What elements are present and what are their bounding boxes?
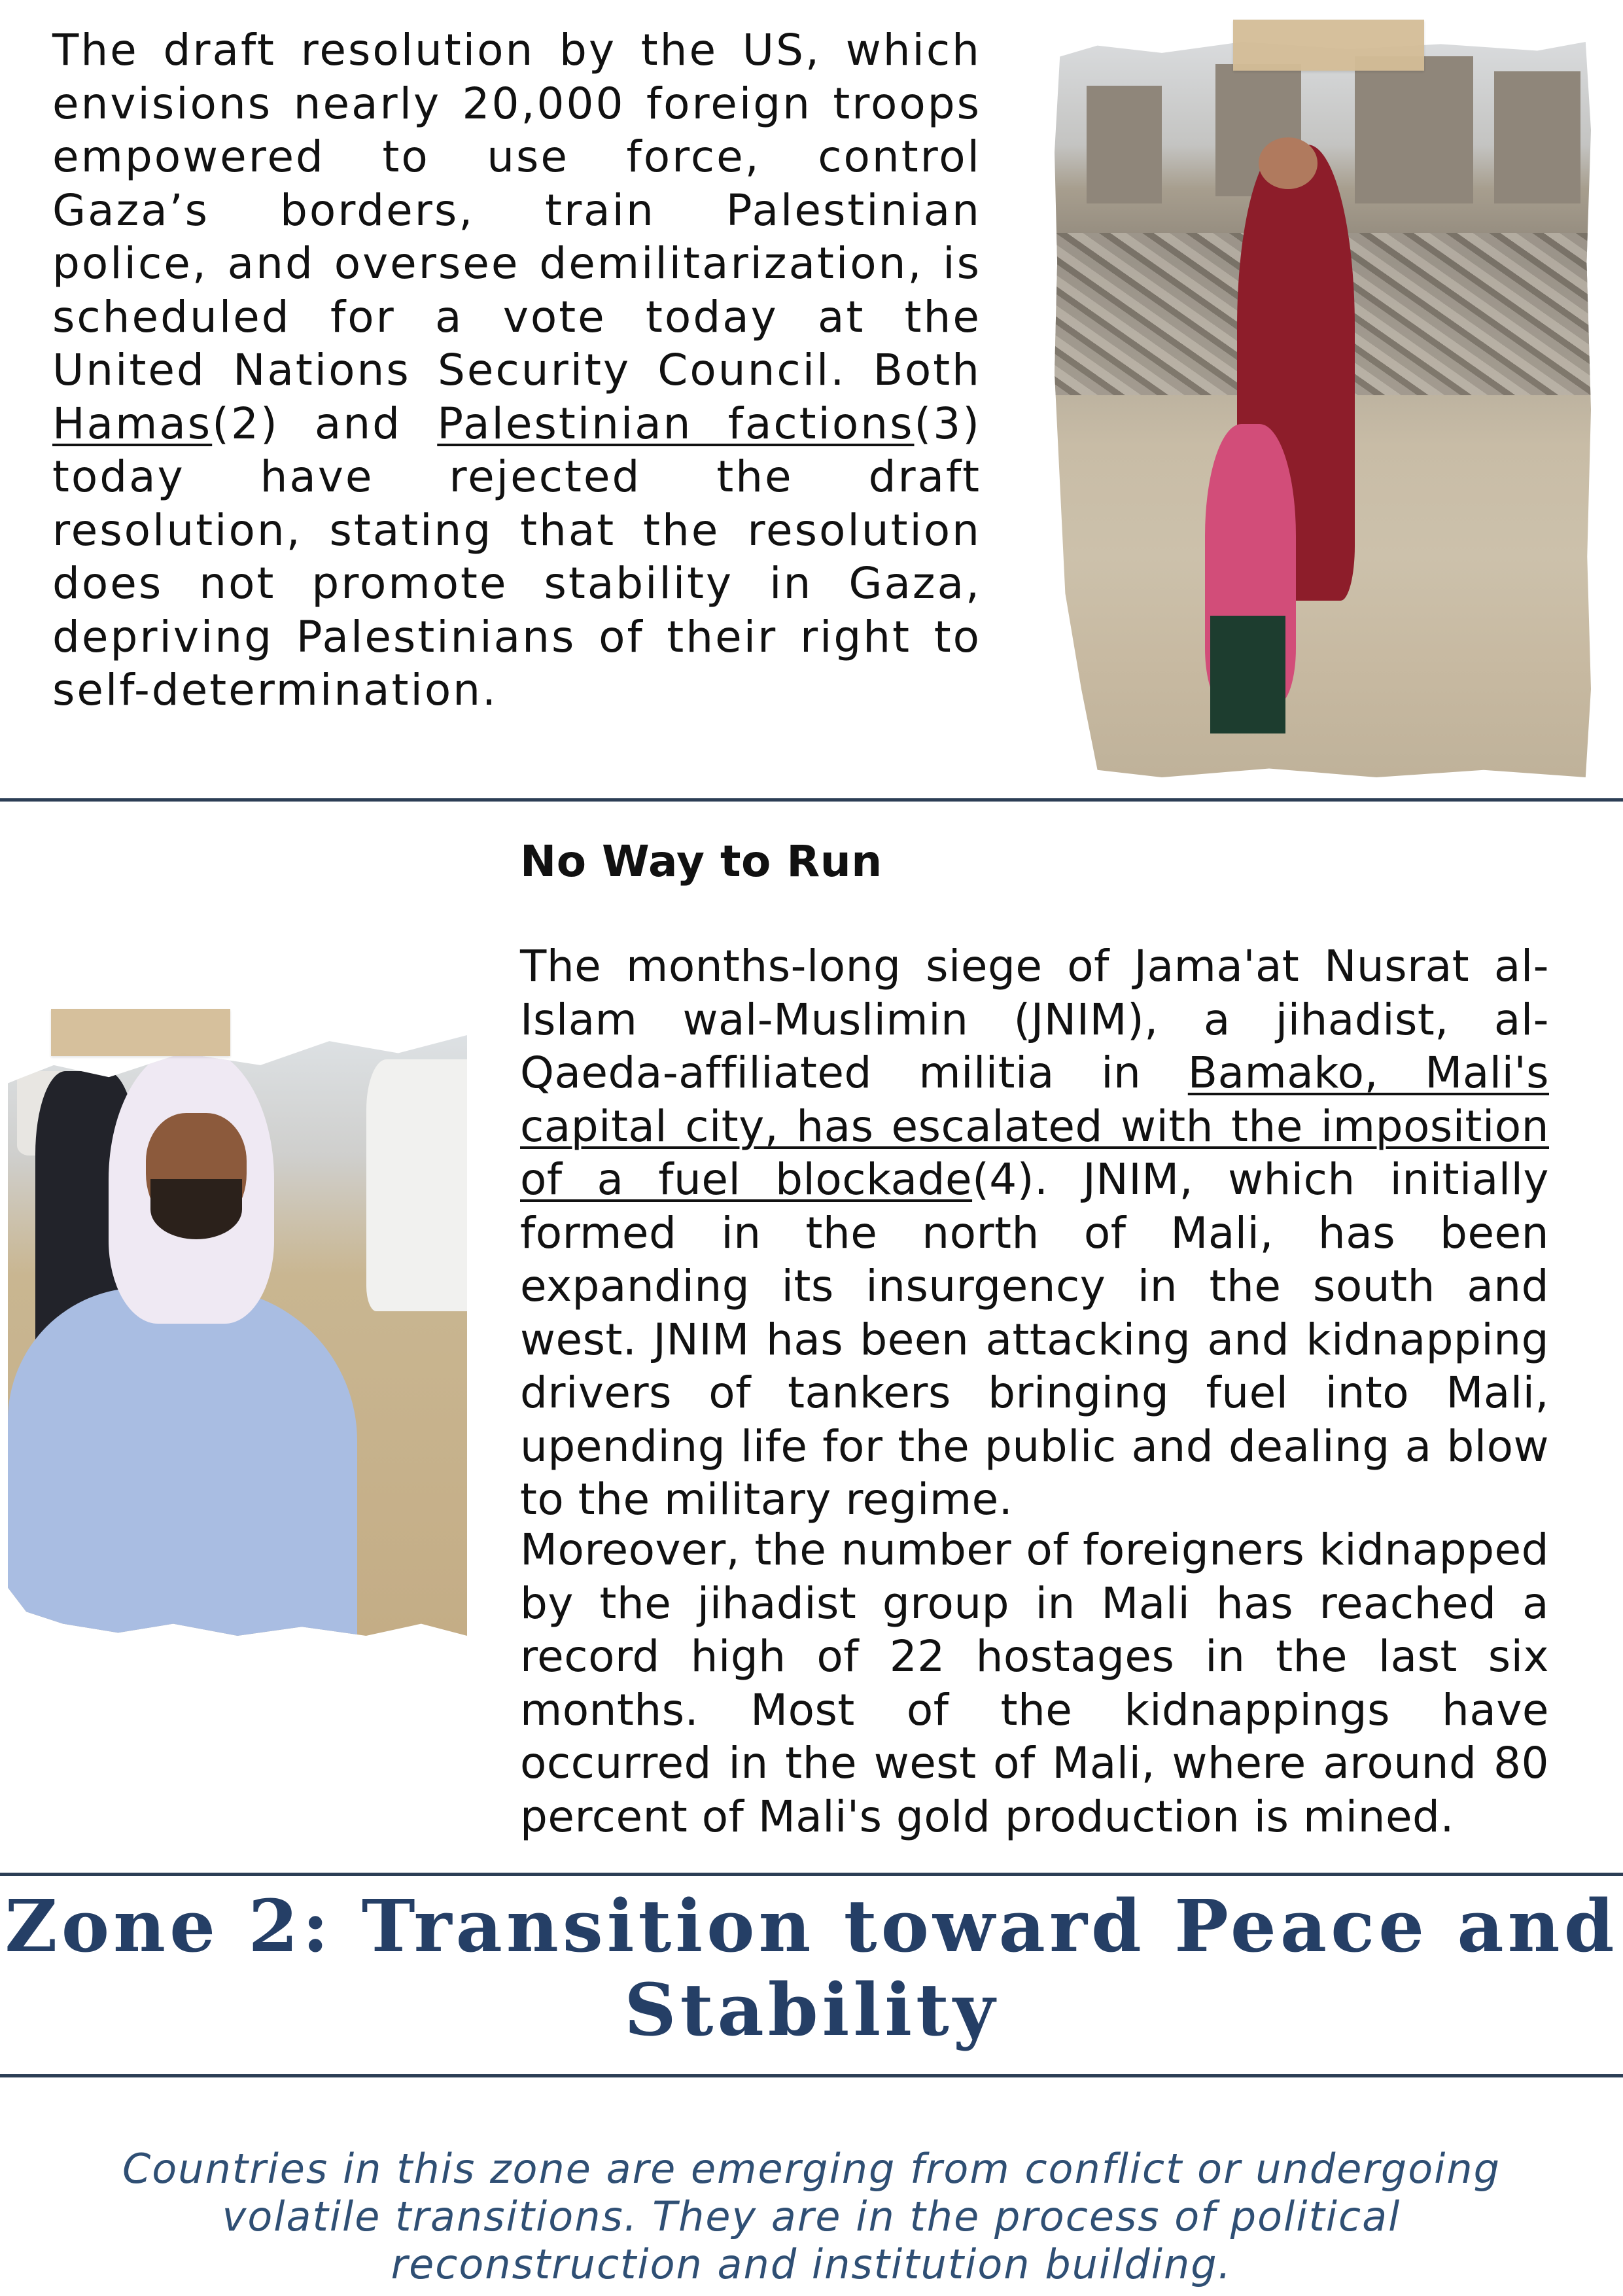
gaza-text-intro: The draft resolution by the US, which envisions nearly 20,000 foreign troops empowered to use force, control Gaza’s borders, train Palestinian police, and oversee demilitarization, is scheduled for a vote today at the United Nations Security Council. Both xyxy=(52,25,981,395)
zone-title-line-2: Stability xyxy=(624,1968,999,2052)
hamas-link[interactable]: Hamas xyxy=(52,398,213,449)
zone-title xyxy=(0,1884,1623,2052)
zone-description xyxy=(0,2145,1623,2288)
mali-p1-intro: The months-long siege of Jama'at Nusrat al-Islam wal-Muslimin (JNIM), a jihadist, al-Qaeda-affiliated militia in xyxy=(520,941,1549,1098)
zone-title-line-1: Zone 2: Transition toward Peace and xyxy=(5,1884,1618,1968)
section-divider xyxy=(0,2074,1623,2077)
zone-description-line-1: Countries in this zone are emerging from conflict or undergoing xyxy=(122,2145,1501,2193)
gaza-text-conclusion: (3) today have rejected the draft resolution, stating that the resolution does not promote stability in Gaza, depriving Palestinians of their right to self-determination. xyxy=(52,398,981,715)
palestinian-factions-link[interactable]: Palestinian factions xyxy=(437,398,915,449)
mali-paragraph-1 xyxy=(520,940,1549,1527)
jnim-leader-photo xyxy=(8,1035,467,1636)
mali-paragraph-2: Moreover, the number of foreigners kidnapped by the jihadist group in Mali has reached a record high of 22 hostages in the last six months. Most of the kidnappings have occurred in the west of Mali, where around 80 percent of Mali's gold production is mined. xyxy=(520,1525,1549,1842)
photo-tape xyxy=(51,1009,230,1056)
section-divider xyxy=(0,1873,1623,1876)
photo-tape xyxy=(1233,20,1424,71)
zone-description-line-2: volatile transitions. They are in the process of political xyxy=(222,2193,1401,2240)
section-divider xyxy=(0,798,1623,802)
mali-p1-body: (4). JNIM, which initially formed in the north of Mali, has been expanding its insurgency in the south and west. JNIM has been attacking and kidnapping drivers of tankers bringing fuel into Mali, upending life for the public and dealing a blow to the military regime. xyxy=(520,1154,1549,1525)
gaza-paragraph xyxy=(52,24,981,717)
mali-heading: No Way to Run xyxy=(520,836,882,887)
hamas-reference: (2) and xyxy=(212,398,438,449)
gaza-rubble-photo xyxy=(1055,42,1591,777)
zone-description-line-3: reconstruction and institution building. xyxy=(391,2240,1232,2288)
bamako-blockade-link[interactable]: Bamako, Mali's capital city, has escalated with the imposition of a fuel blockade xyxy=(520,1048,1549,1205)
